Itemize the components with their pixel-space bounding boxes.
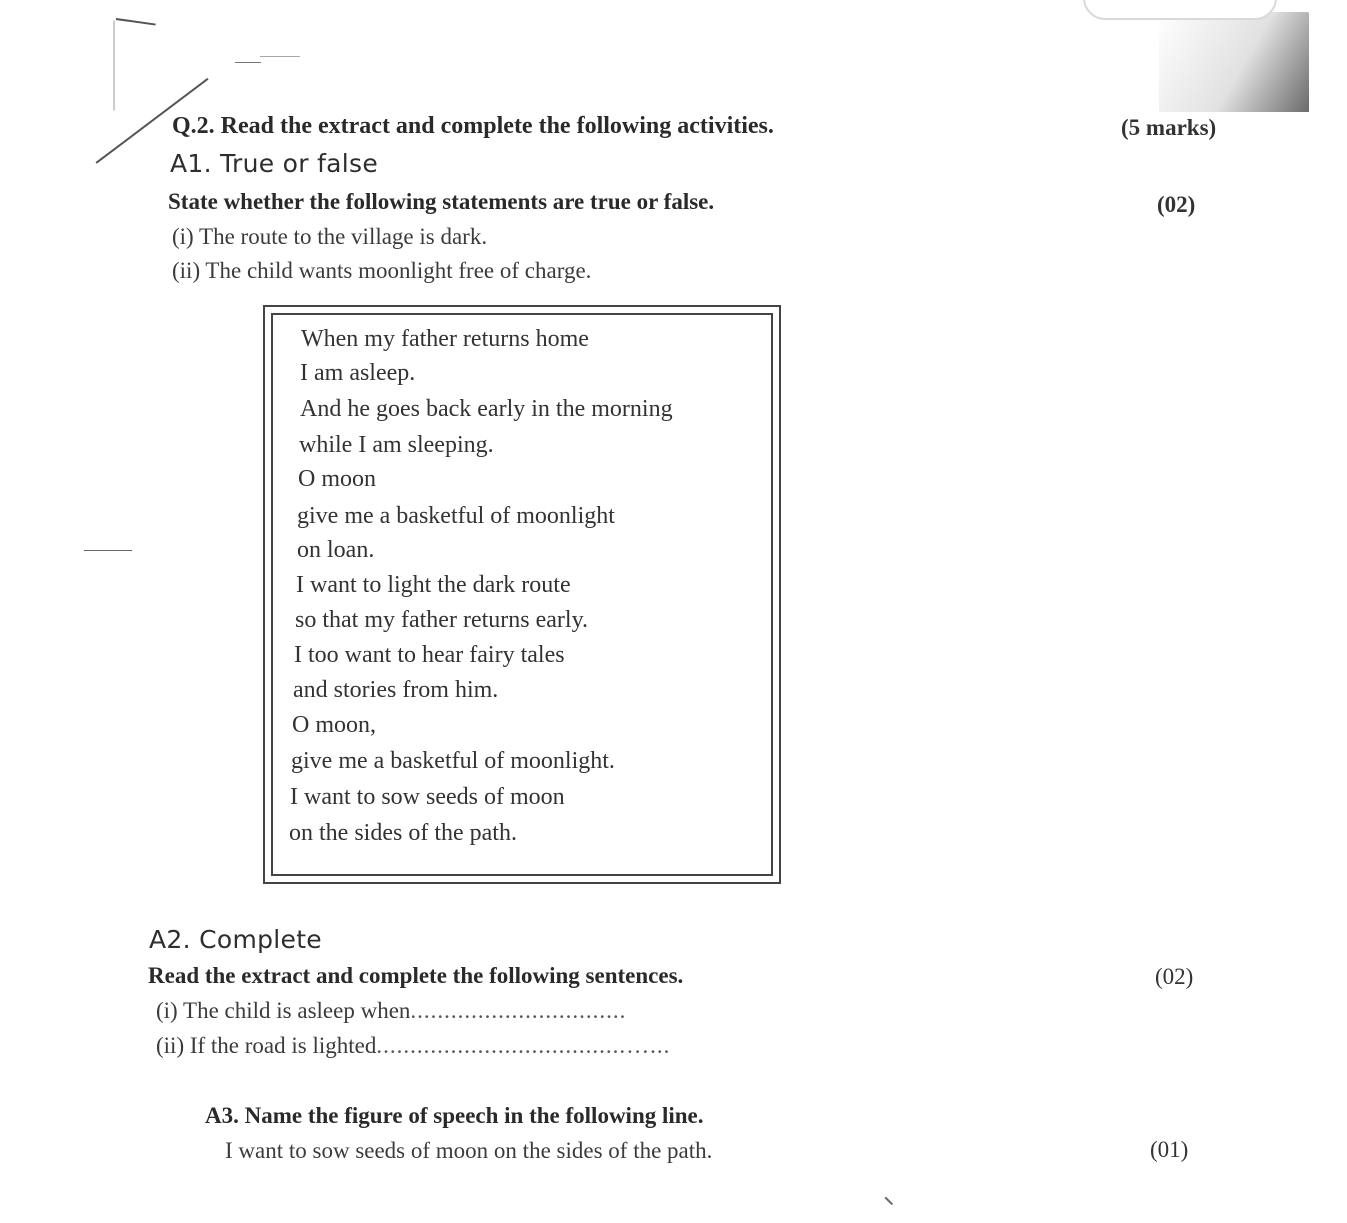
a3-heading: A3. Name the figure of speech in the following line. <box>205 1103 704 1128</box>
scan-shadow <box>1159 12 1309 112</box>
poem-line: while I am sleeping. <box>299 432 494 458</box>
poem-line: I want to sow seeds of moon <box>290 784 565 810</box>
a3-line: I want to sow seeds of moon on the sides of the path. <box>225 1138 713 1163</box>
pen-mark <box>114 21 115 111</box>
a3-marks: (01) <box>1150 1137 1189 1162</box>
poem-line: O moon, <box>292 712 376 738</box>
pen-mark <box>260 56 300 57</box>
a2-sentence-text: (ii) If the road is lighted <box>156 1033 377 1058</box>
poem-line: When my father returns home <box>301 326 589 352</box>
a1-heading: A1. True or false <box>170 149 379 178</box>
pen-mark <box>84 550 132 551</box>
poem-line: I too want to hear fairy tales <box>294 642 565 668</box>
pen-mark <box>885 1197 893 1205</box>
a1-instruction: State whether the following statements are true or false. <box>168 189 715 214</box>
a1-statement: (ii) The child wants moonlight free of charge. <box>172 258 592 283</box>
pen-mark <box>116 18 156 25</box>
poem-line: I want to light the dark route <box>296 572 571 598</box>
scan-binder-clip <box>1083 0 1277 20</box>
poem-line: And he goes back early in the morning <box>300 396 673 422</box>
answer-blank[interactable]: .....................................…... <box>376 1033 671 1058</box>
a2-sentence-text: (i) The child is asleep when <box>156 998 411 1023</box>
total-marks: (5 marks) <box>1121 115 1217 140</box>
poem-line: give me a basketful of moonlight. <box>291 748 615 774</box>
a2-sentence <box>156 1033 670 1059</box>
pen-mark <box>235 62 261 63</box>
question-title: Q.2. Read the extract and complete the following activities. <box>172 113 774 139</box>
a2-instruction: Read the extract and complete the following sentences. <box>148 963 684 988</box>
a1-marks: (02) <box>1157 192 1196 217</box>
poem-line: I am asleep. <box>300 360 416 386</box>
poem-line: on the sides of the path. <box>289 820 517 846</box>
a2-sentence <box>156 998 626 1024</box>
poem-line: so that my father returns early. <box>295 607 589 633</box>
poem-line: give me a basketful of moonlight <box>297 503 615 529</box>
a1-statement: (i) The route to the village is dark. <box>172 224 488 249</box>
poem-line: O moon <box>298 466 376 492</box>
a2-marks: (02) <box>1155 964 1194 989</box>
answer-blank[interactable]: ................................ <box>410 998 627 1023</box>
poem-line: and stories from him. <box>293 677 499 703</box>
a2-heading: A2. Complete <box>149 925 322 954</box>
poem-line: on loan. <box>297 537 375 563</box>
